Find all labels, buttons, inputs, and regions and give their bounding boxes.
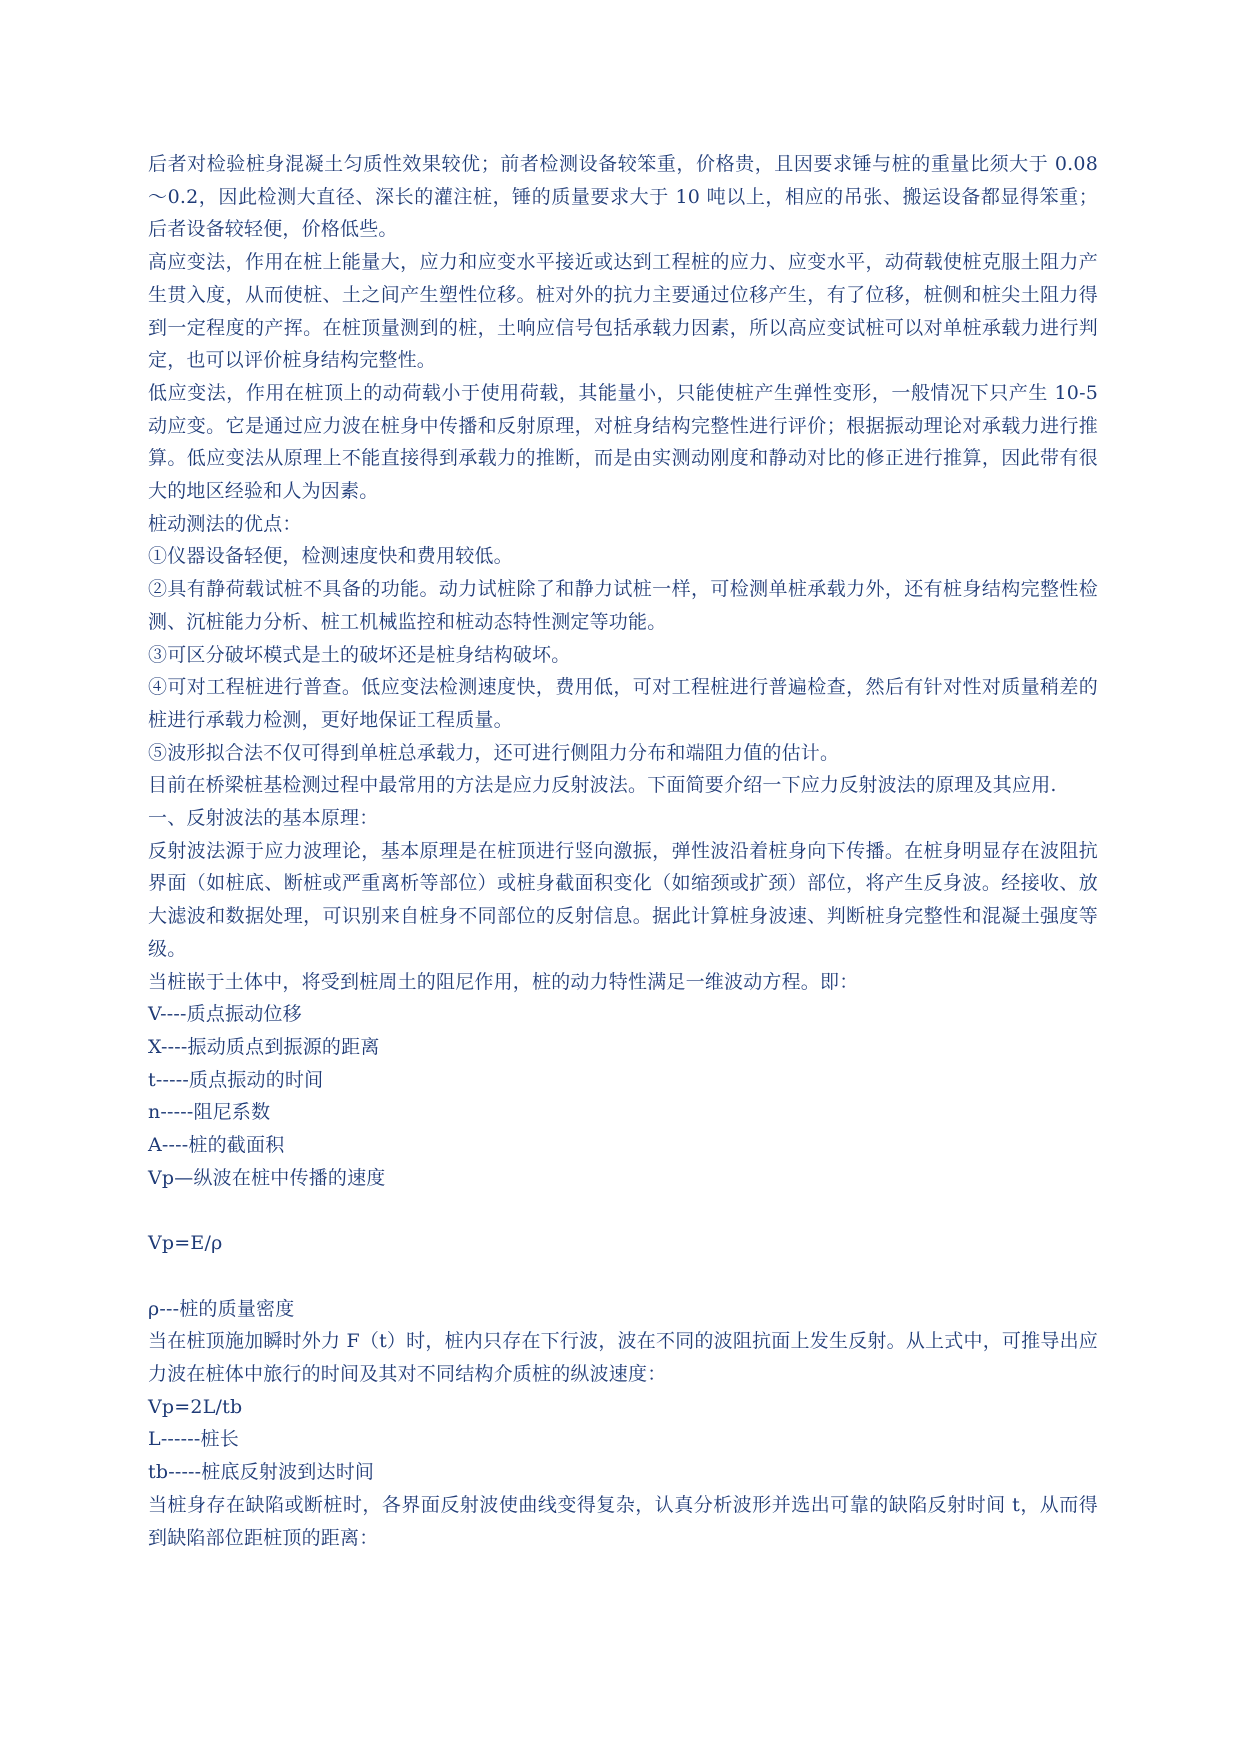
paragraph-high-strain-method: 高应变法，作用在桩上能量大，应力和应变水平接近或达到工程桩的应力、应变水平，动荷载使桩克服土阻力产生贯入度，从而使桩、土之间产生塑性位移。桩对外的抗力主要通过位移产生，有了位移，桩侧和桩尖土阻力得到一定程度的产挥。在桩顶量测到的桩，土响应信号包括承载力因素，所以高应变试桩可以对单桩承载力进行判定，也可以评价桩身结构完整性。 [148,251,1098,372]
section-heading-basic-principle: 一、反射波法的基本原理： [148,807,379,830]
definition-vp: Vp—纵波在桩中传播的速度 [148,1166,386,1189]
paragraph-reflection-intro: 目前在桥梁桩基检测过程中最常用的方法是应力反射波法。下面简要介绍一下应力反射波法的原理及其应用. [148,774,1057,797]
document-body [148,148,1098,1554]
definition-v: V----质点振动位移 [148,1003,302,1026]
definition-l: L------桩长 [148,1428,239,1451]
definition-a: A----桩的截面积 [148,1134,285,1157]
list-item-advantage-1: ①仪器设备轻便，检测速度快和费用较低。 [148,545,513,568]
formula-vp-2l-tb: Vp=2L/tb [148,1395,243,1418]
definition-tb: tb-----桩底反射波到达时间 [148,1461,375,1484]
blank-line [148,1195,1098,1228]
definition-n: n-----阻尼系数 [148,1101,271,1124]
list-item-advantage-3: ③可区分破坏模式是土的破坏还是桩身结构破坏。 [148,643,571,666]
list-item-advantage-5: ⑤波形拟合法不仅可得到单桩总承载力，还可进行侧阻力分布和端阻力值的估计。 [148,741,840,764]
paragraph-low-strain-method: 低应变法，作用在桩顶上的动荷载小于使用荷载，其能量小，只能使桩产生弹性变形，一般情况下只产生 10-5 动应变。它是通过应力波在桩身中传播和反射原理，对桩身结构完整性进行评价；根据振动理论对承载力进行推算。低应变法从原理上不能直接得到承载力的推断，而是由实测动刚度和静动对比的修正进行推算，因此带有很大的地区经验和人为因素。 [148,381,1098,503]
paragraph-basic-principle: 反射波法源于应力波理论，基本原理是在桩顶进行竖向激振，弹性波沿着桩身向下传播。在桩身明显存在波阻抗界面（如桩底、断桩或严重离析等部位）或桩身截面积变化（如缩颈或扩颈）部位，将产生反身波。经接收、放大滤波和数据处理，可识别来自桩身不同部位的反射信息。据此计算桩身波速、判断桩身完整性和混凝土强度等级。 [148,839,1098,960]
formula-vp-e-rho: Vp=E/ρ [148,1232,223,1255]
list-item-advantage-2: ②具有静荷载试桩不具备的功能。动力试桩除了和静力试桩一样，可检测单桩承载力外，还有桩身结构完整性检测、沉桩能力分析、桩工机械监控和桩动态特性测定等功能。 [148,578,1098,633]
definition-rho: ρ---桩的质量密度 [148,1297,295,1320]
blank-line [148,1260,1098,1293]
list-item-advantage-4: ④可对工程桩进行普查。低应变法检测速度快，费用低，可对工程桩进行普遍检查，然后有针对性对质量稍差的桩进行承载力检测，更好地保证工程质量。 [148,676,1098,731]
paragraph-wave-equation: 当桩嵌于土体中，将受到桩周土的阻尼作用，桩的动力特性满足一维波动方程。即： [148,970,859,993]
paragraph-instant-force: 当在桩顶施加瞬时外力 F（t）时，桩内只存在下行波，波在不同的波阻抗面上发生反射。从上式中，可推导出应力波在桩体中旅行的时间及其对不同结构介质桩的纵波速度： [148,1330,1098,1385]
paragraph-hammer-comparison: 后者对检验桩身混凝土匀质性效果较优；前者检测设备较笨重，价格贵，且因要求锤与桩的重量比须大于 0.08～0.2，因此检测大直径、深长的灌注桩，锤的质量要求大于 10 吨以上，相应的吊张、搬运设备都显得笨重；后者设备较轻便，价格低些。 [148,153,1098,241]
paragraph-advantages-heading: 桩动测法的优点： [148,512,302,535]
definition-x: X----振动质点到振源的距离 [148,1035,380,1058]
definition-t: t-----质点振动的时间 [148,1068,324,1091]
paragraph-defect-analysis: 当桩身存在缺陷或断桩时，各界面反射波使曲线变得复杂，认真分析波形并选出可靠的缺陷反射时间 t，从而得到缺陷部位距桩顶的距离： [148,1493,1098,1549]
